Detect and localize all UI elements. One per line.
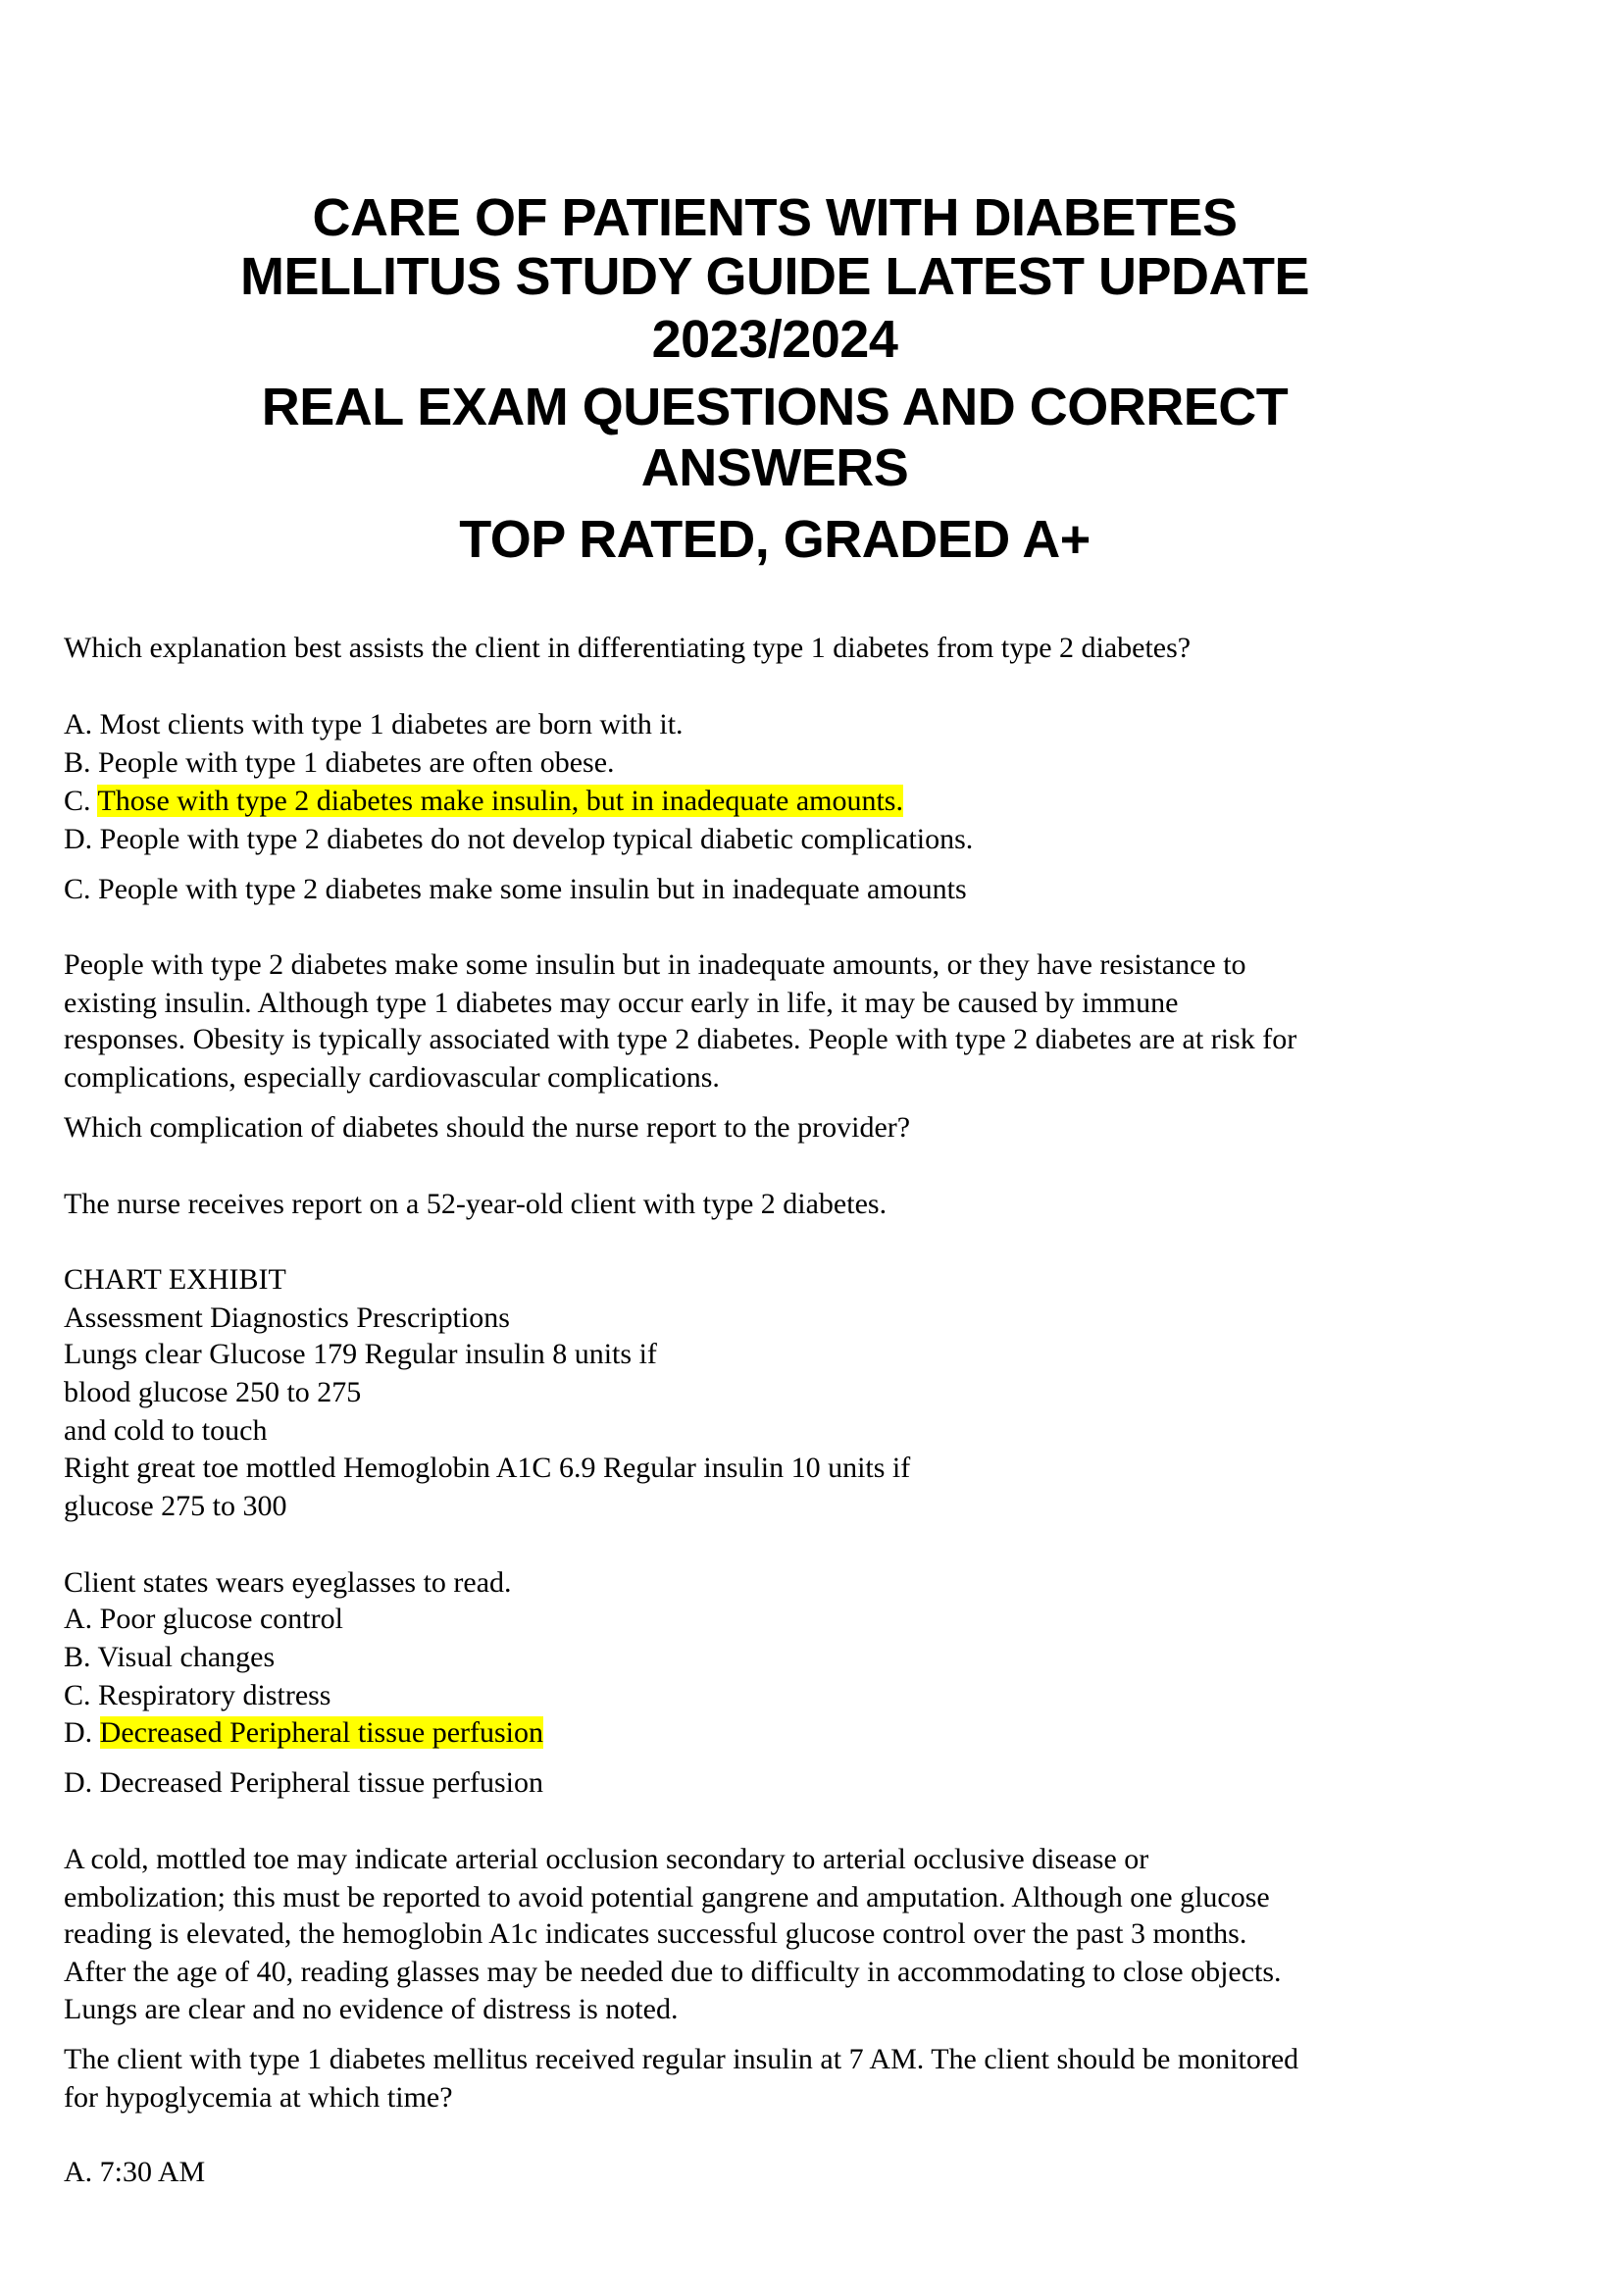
question-text: Which complication of diabetes should the nurse report to the provider? <box>64 1111 911 1144</box>
rationale-line: Lungs are clear and no evidence of distress is noted. <box>64 1993 679 2025</box>
option-letter: C. <box>64 785 91 817</box>
chart-line: blood glucose 250 to 275 <box>64 1376 362 1408</box>
question-text: for hypoglycemia at which time? <box>64 2081 453 2114</box>
chart-line: glucose 275 to 300 <box>64 1490 287 1522</box>
title-line: REAL EXAM QUESTIONS AND CORRECT <box>261 378 1289 436</box>
rationale-line: existing insulin. Although type 1 diabetes may occur early in life, it may be caused by immune <box>64 987 1179 1019</box>
option-letter: A. <box>64 708 93 740</box>
title-line: 2023/2024 <box>651 310 898 369</box>
answer: D. Decreased Peripheral tissue perfusion <box>64 1766 543 1799</box>
option-d <box>64 821 973 858</box>
highlighted-correct-option: Those with type 2 diabetes make insulin, but in inadequate amounts. <box>97 785 903 817</box>
option-letter: D. <box>64 1716 93 1749</box>
option-letter: B. <box>64 746 91 779</box>
option-a <box>64 1601 343 1638</box>
option-text: Most clients with type 1 diabetes are born with it. <box>99 708 684 740</box>
option-letter: C. <box>64 1679 91 1711</box>
chart-line: CHART EXHIBIT <box>64 1263 286 1296</box>
rationale-line: complications, especially cardiovascular complications. <box>64 1061 720 1094</box>
option-text: Respiratory distress <box>98 1679 331 1711</box>
option-letter: B. <box>64 1641 91 1673</box>
rationale-line: embolization; this must be reported to avoid potential gangrene and amputation. Although one glucose <box>64 1881 1270 1913</box>
title-line: MELLITUS STUDY GUIDE LATEST UPDATE <box>239 247 1310 306</box>
option-b <box>64 744 615 782</box>
report-text: The nurse receives report on a 52-year-old client with type 2 diabetes. <box>64 1188 888 1220</box>
client-note: Client states wears eyeglasses to read. <box>64 1566 512 1599</box>
chart-line: Right great toe mottled Hemoglobin A1C 6.9 Regular insulin 10 units if <box>64 1452 911 1484</box>
question-text: The client with type 1 diabetes mellitus received regular insulin at 7 AM. The client should be monitored <box>64 2043 1299 2075</box>
title-line: CARE OF PATIENTS WITH DIABETES <box>312 188 1238 247</box>
question-text: Which explanation best assists the client in differentiating type 1 diabetes from type 2 diabetes? <box>64 632 1192 664</box>
rationale-line: People with type 2 diabetes make some insulin but in inadequate amounts, or they have resistance to <box>64 948 1246 981</box>
rationale-line: After the age of 40, reading glasses may be needed due to difficulty in accommodating to close objects. <box>64 1956 1282 1988</box>
rationale-line: A cold, mottled toe may indicate arterial occlusion secondary to arterial occlusive disease or <box>64 1843 1149 1875</box>
answer: C. People with type 2 diabetes make some insulin but in inadequate amounts <box>64 873 967 905</box>
option-text: Visual changes <box>97 1641 276 1673</box>
option-text: Poor glucose control <box>99 1603 343 1635</box>
highlighted-correct-option: Decreased Peripheral tissue perfusion <box>99 1716 544 1749</box>
option-text: People with type 2 diabetes do not develop typical diabetic complications. <box>99 823 974 855</box>
option-d <box>64 1714 543 1752</box>
chart-line: Assessment Diagnostics Prescriptions <box>64 1301 510 1334</box>
rationale-line: reading is elevated, the hemoglobin A1c indicates successful glucose control over the past 3 months. <box>64 1917 1247 1950</box>
option-letter: D. <box>64 823 93 855</box>
rationale-line: responses. Obesity is typically associated with type 2 diabetes. People with type 2 diabetes are at risk for <box>64 1023 1297 1055</box>
option-text: 7:30 AM <box>99 2156 206 2188</box>
chart-line: and cold to touch <box>64 1414 268 1447</box>
option-c <box>64 1677 330 1714</box>
title-line: TOP RATED, GRADED A+ <box>459 510 1091 569</box>
chart-line: Lungs clear Glucose 179 Regular insulin 8 units if <box>64 1338 657 1370</box>
title-line: ANSWERS <box>640 438 909 497</box>
option-letter: A. <box>64 2156 93 2188</box>
option-letter: A. <box>64 1603 93 1635</box>
option-b <box>64 1639 275 1676</box>
option-a <box>64 2154 205 2191</box>
option-a <box>64 706 684 743</box>
option-text: People with type 1 diabetes are often obese. <box>98 746 615 779</box>
option-c <box>64 783 903 820</box>
